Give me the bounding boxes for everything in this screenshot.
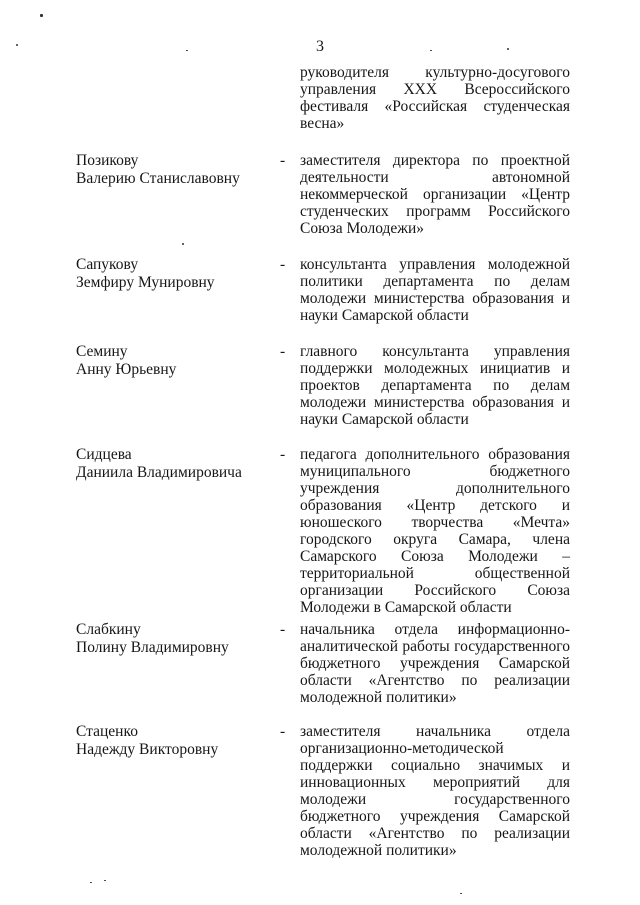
surname: Стаценко: [76, 723, 138, 740]
scan-speck: [460, 893, 462, 894]
position-text: заместителя директора по проектной деятельности автономной некоммерческой организации «Центр студенческих программ Российского Союза Молодежи»: [300, 152, 570, 237]
surname: Сидцева: [76, 446, 132, 463]
given-names: Земфиру Мунировну: [76, 274, 215, 291]
dash: -: [280, 256, 286, 273]
page-number: 3: [316, 38, 324, 55]
scan-speck: [430, 50, 432, 51]
scan-speck: [507, 48, 509, 50]
person-name: [76, 621, 276, 657]
given-names: Надежду Викторовну: [76, 741, 219, 758]
scan-speck: [186, 50, 188, 51]
continued-position-text: руководителя культурно-досугового управления XXX Всероссийского фестиваля «Российская студенческая весна»: [300, 64, 570, 132]
position-text: заместителя начальника отдела организационно-методической поддержки социально значимых и инновационных мероприятий для молодежи государственного бюджетного учреждения Самарской области «Агентство по реализации молодежной политики»: [300, 723, 570, 859]
person-name: [76, 446, 276, 482]
position-text: консультанта управления молодежной политики департамента по делам молодежи министерства образования и науки Самарской области: [300, 256, 570, 324]
person-name: [76, 723, 276, 759]
position-text: педагога дополнительного образования муниципального бюджетного учреждения дополнительного образования «Центр детского и юношеского творчества «Мечта» городского округа Самара, члена Самарского Союза Молодежи – территориальной общественной организации Российского Союза Молодежи в Самарской области: [300, 446, 570, 616]
person-name: [76, 256, 276, 292]
surname: Позикову: [76, 152, 139, 169]
scan-speck: [40, 14, 43, 17]
position-text: главного консультанта управления поддержки молодежных инициатив и проектов департамента по делам молодежи министерства образования и науки Самарской области: [300, 343, 570, 428]
dash: -: [280, 446, 286, 463]
dash: -: [280, 621, 286, 638]
given-names: Даниила Владимировича: [76, 464, 242, 481]
scan-speck: [16, 44, 18, 46]
position-text: начальника отдела информационно-аналитической работы государственного бюджетного учреждения Самарской области «Агентство по реализации молодежной политики»: [300, 621, 570, 706]
given-names: Полину Владимировну: [76, 639, 229, 656]
dash: -: [280, 152, 286, 169]
dash: -: [280, 723, 286, 740]
dash: -: [280, 343, 286, 360]
given-names: Валерию Станиславовну: [76, 170, 240, 187]
surname: Слабкину: [76, 621, 141, 638]
given-names: Анну Юрьевну: [76, 361, 177, 378]
surname: Семину: [76, 343, 128, 360]
scan-speck: [90, 882, 92, 883]
person-name: [76, 152, 276, 188]
person-name: [76, 343, 276, 379]
scan-speck: [104, 880, 106, 881]
surname: Сапукову: [76, 256, 139, 273]
scan-speck: [182, 243, 184, 245]
